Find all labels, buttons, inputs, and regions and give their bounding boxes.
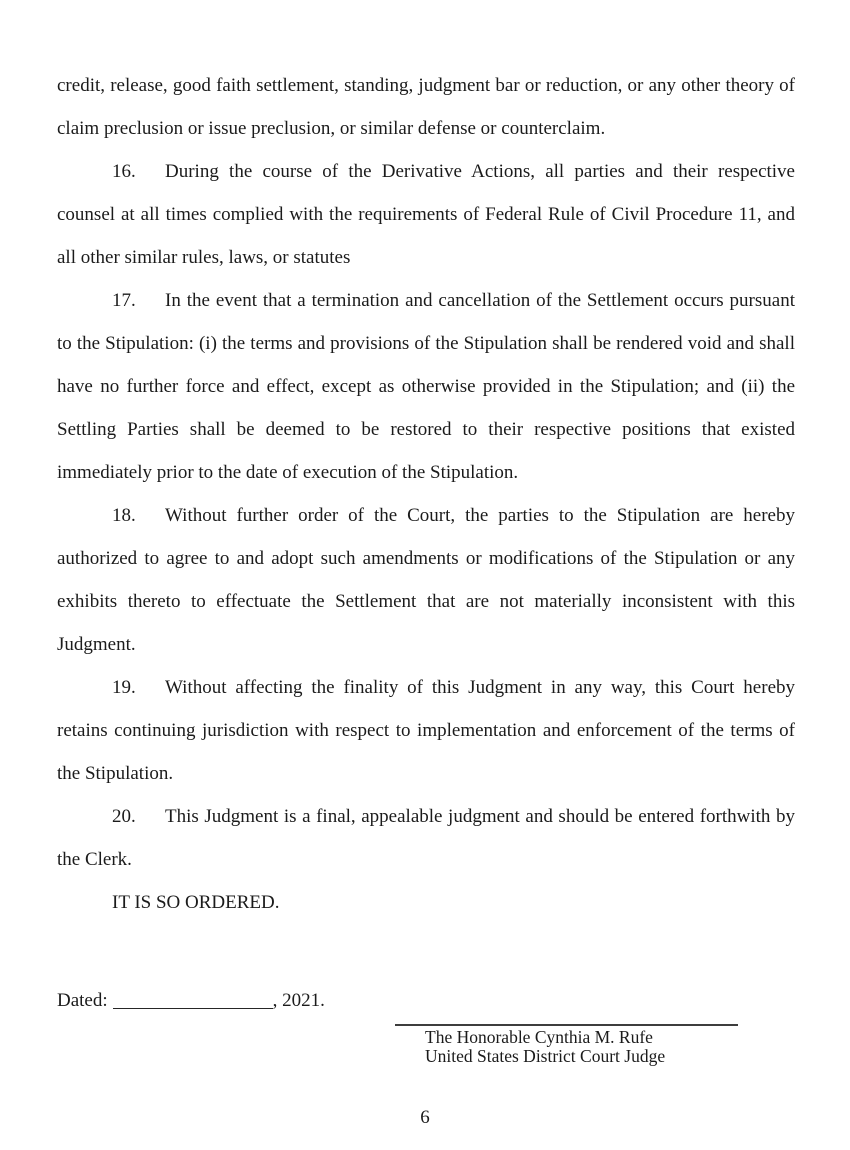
dated-line (57, 979, 795, 1022)
judge-name: The Honorable Cynthia M. Rufe (425, 1027, 653, 1047)
paragraph-19-number: 19. (112, 677, 136, 698)
date-blank-underline (113, 1008, 273, 1009)
paragraph-continuation: credit, release, good faith settlement, standing, judgment bar or reduction, or any other theory of claim preclusion or issue preclusion, or similar defense or counterclaim. (57, 75, 795, 139)
signature-block (395, 1024, 738, 1065)
document-body (57, 64, 795, 1022)
paragraph-18-text: Without further order of the Court, the parties to the Stipulation are hereby authorized to agree to and adopt such amendments or modifications of the Stipulation or any exhibits thereto to effectuate the Settlement that are not materially inconsistent with this Judgment. (57, 505, 795, 655)
paragraph-16-number: 16. (112, 161, 136, 182)
so-ordered-line: IT IS SO ORDERED. (112, 892, 280, 913)
page-number: 6 (420, 1107, 430, 1128)
dated-year: , 2021. (272, 990, 325, 1011)
paragraph-18-number: 18. (112, 505, 136, 526)
paragraph-20 (57, 795, 795, 881)
judge-title: United States District Court Judge (425, 1045, 666, 1066)
paragraph-17 (57, 279, 795, 494)
paragraph-19-text: Without affecting the finality of this Judgment in any way, this Court hereby retains continuing jurisdiction with respect to implementation and enforcement of the terms of the Stipulation. (57, 677, 795, 784)
paragraph-17-text: In the event that a termination and cancellation of the Settlement occurs pursuant to the Stipulation: (i) the terms and provisions of the Stipulation shall be rendered void and shall have no further force and effect, except as otherwise provided in the Stipulation; and (ii) the Settling Parties shall be deemed to be restored to their respective positions that existed immediately prior to the date of execution of the Stipulation. (57, 290, 795, 483)
paragraph-19 (57, 666, 795, 795)
paragraph-20-text: This Judgment is a final, appealable judgment and should be entered forthwith by the Clerk. (57, 806, 795, 870)
paragraph-18 (57, 494, 795, 666)
paragraph-20-number: 20. (112, 806, 136, 827)
paragraph-16-text: During the course of the Derivative Actions, all parties and their respective counsel at all times complied with the requirements of Federal Rule of Civil Procedure 11, and all other similar rules, laws, or statutes (57, 161, 795, 268)
paragraph-17-number: 17. (112, 290, 136, 311)
paragraph-16 (57, 150, 795, 279)
dated-label: Dated: (57, 990, 108, 1011)
